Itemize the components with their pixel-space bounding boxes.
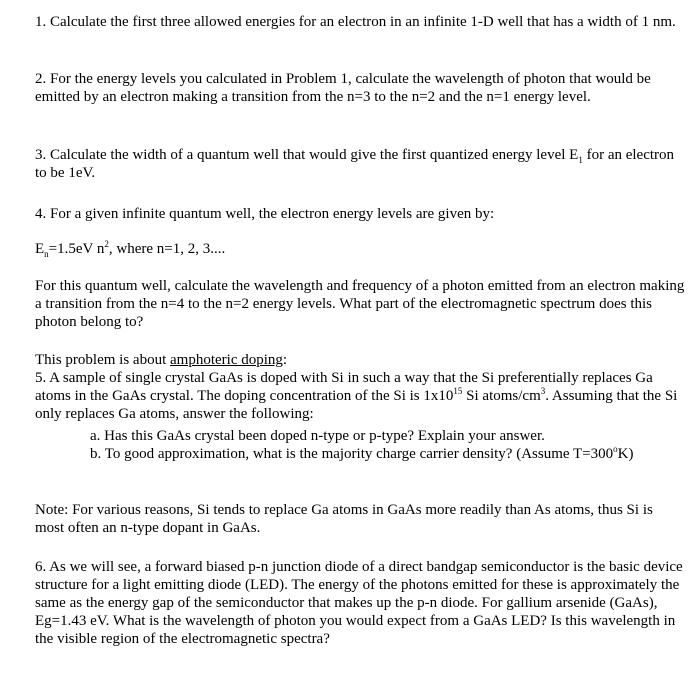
problem-5-question-a: a. Has this GaAs crystal been doped n-type or p-type? Explain your answer. [90,428,545,444]
question-b-end: K) [617,446,634,462]
degree-superscript: o [613,444,618,454]
problem-2: 2. For the energy levels you calculated in Problem 1, calculate the wavelength of photon that would be emitted by an electron making a transition from the n=3 to the n=2 and the n=1 energy level. [35,71,651,105]
equation-subscript: n [44,249,49,259]
question-b-text: b. To good approximation, what is the majority charge carrier density? (Assume T=300 [90,446,614,462]
problem-5-question-b [90,445,680,463]
equation-mid: =1.5eV n [48,241,105,257]
amphoteric-doping-term: amphoteric doping [170,352,283,368]
energy-equation [35,240,685,258]
equation-end: , where n=1, 2, 3.... [108,241,226,257]
equation-superscript: 2 [104,239,109,249]
intro-colon: : [282,352,288,368]
problem-4: 4. For a given infinite quantum well, the electron energy levels are given by: [35,206,495,222]
problem-1: 1. Calculate the first three allowed energies for an electron in an infinite 1-D well that has a width of 1 nm. [35,14,676,30]
problem-5-text-3: . Assuming that the Si only replaces Ga atoms, answer the following: [35,388,678,422]
problem-4-body: For this quantum well, calculate the wavelength and frequency of a photon emitted from an electron making a transition from the n=4 to the n=2 energy levels. What part of the electromagnetic spectrum does this photon belong to? [35,278,685,330]
subscript-1: 1 [578,155,583,165]
note: Note: For various reasons, Si tends to replace Ga atoms in GaAs more readily than As atoms, thus Si is most often an n-type dopant in GaAs. [35,502,653,536]
intro-text: This problem is about [35,352,170,368]
problem-5-intro [35,351,685,369]
problem-3-text: 3. Calculate the width of a quantum well that would give the first quantized energy level E [35,147,579,163]
exponent-15: 15 [453,386,463,396]
problem-3-text-end: for an electron to be 1eV. [35,147,675,181]
equation-e: E [35,241,45,257]
problem-5-text: 5. A sample of single crystal GaAs is doped with Si in such a way that the Si preferentially replaces Ga atoms in the GaAs crystal. The doping concentration of the Si is 1x10 [35,370,653,404]
problem-5-text-2: Si atoms/cm [462,388,541,404]
problem-3 [35,146,685,182]
problem-5 [35,369,685,423]
problem-6: 6. As we will see, a forward biased p-n junction diode of a direct bandgap semiconductor is the basic device structure for a light emitting diode (LED). The energy of the photons emitted for these is approximately the same as the energy gap of the semiconductor that makes up the p-n diode. For gallium arsenide (GaAs), Eg=1.43 eV. What is the wavelength of photon you would expect from a GaAs LED? Is this wavelength in the visible region of the electromagnetic spectra? [35,559,683,647]
exponent-3: 3 [540,386,546,396]
